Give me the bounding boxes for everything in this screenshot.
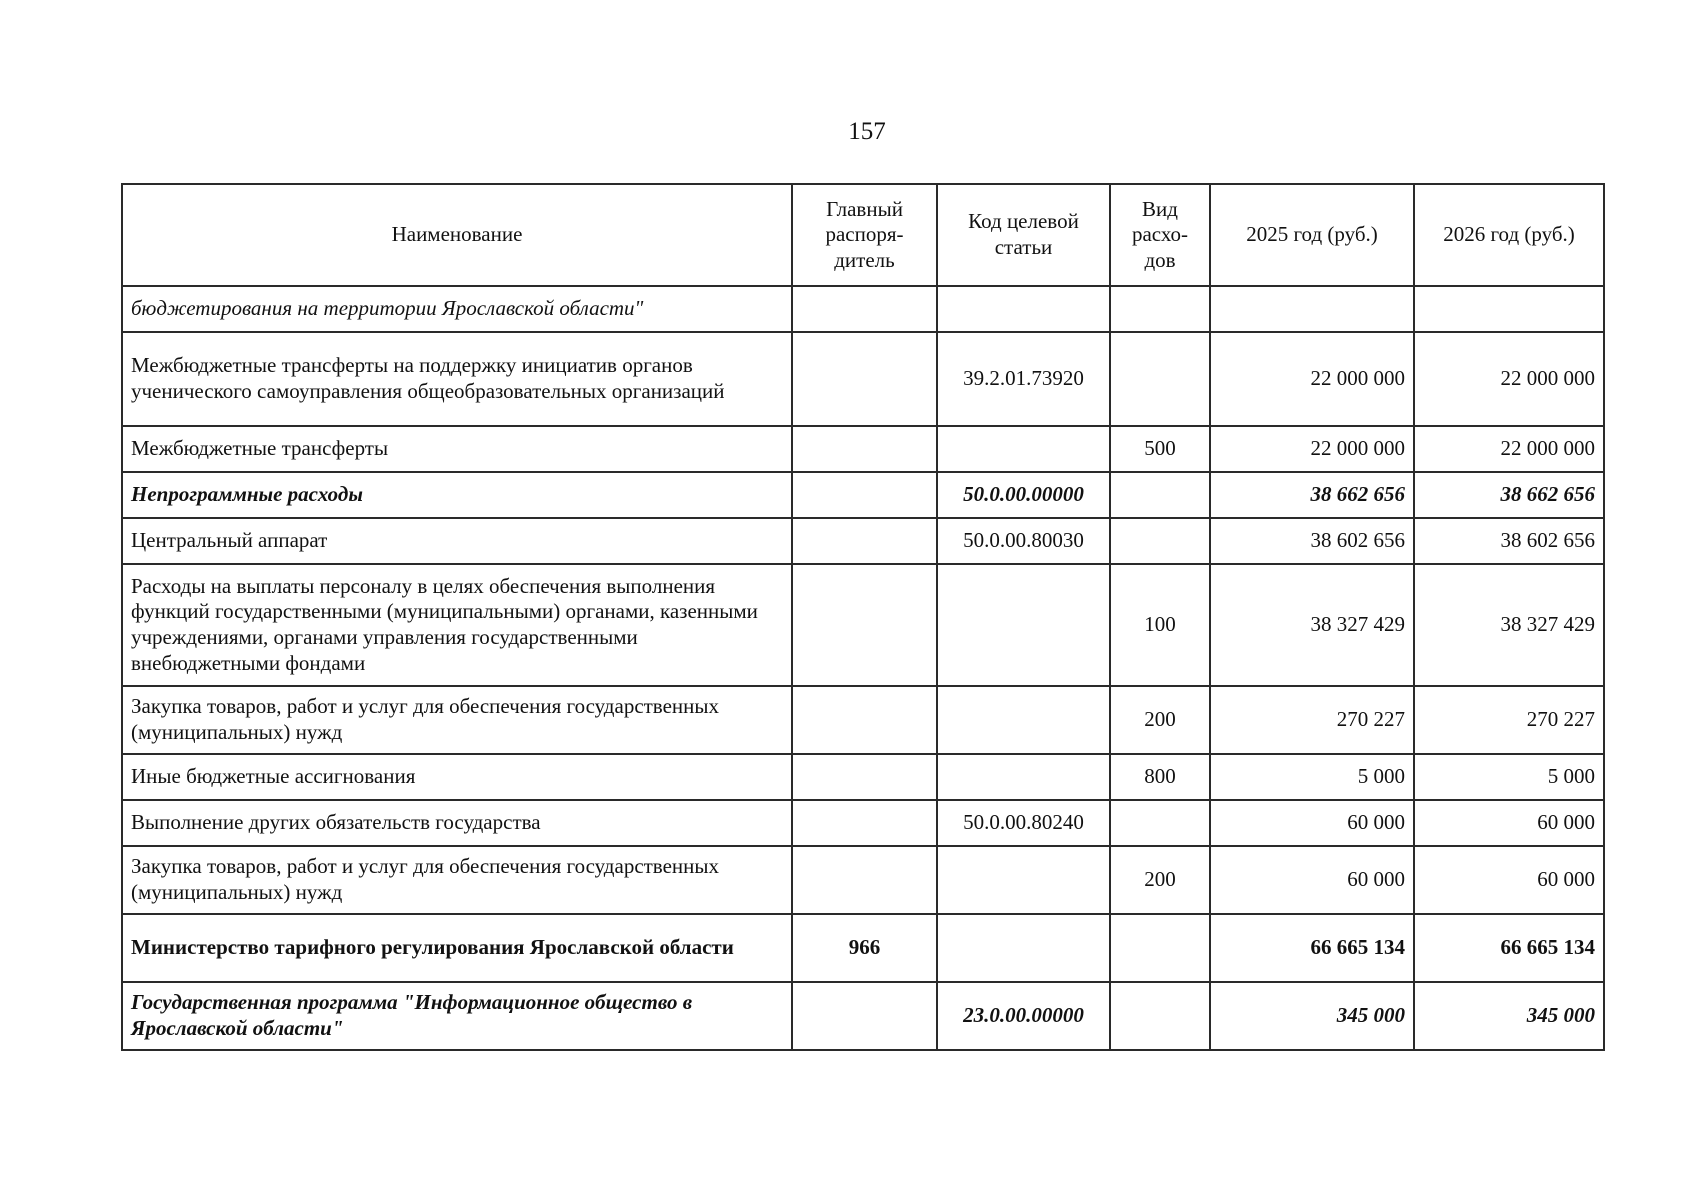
cell-chief-manager <box>792 426 937 472</box>
cell-expense-type <box>1110 472 1210 518</box>
cell-chief-manager <box>792 472 937 518</box>
cell-expense-type <box>1110 982 1210 1050</box>
cell-chief-manager <box>792 332 937 426</box>
cell-year-2026: 38 327 429 <box>1414 564 1604 686</box>
table-row <box>122 472 1604 518</box>
cell-expense-type: 200 <box>1110 846 1210 914</box>
cell-chief-manager <box>792 686 937 754</box>
cell-year-2026: 345 000 <box>1414 982 1604 1050</box>
cell-expense-type <box>1110 800 1210 846</box>
table-row <box>122 332 1604 426</box>
cell-target-code <box>937 426 1110 472</box>
cell-expense-type <box>1110 914 1210 982</box>
cell-year-2026: 270 227 <box>1414 686 1604 754</box>
cell-name: Закупка товаров, работ и услуг для обеспечения государственных (муниципальных) нужд <box>122 686 792 754</box>
cell-target-code <box>937 754 1110 800</box>
cell-year-2026: 60 000 <box>1414 846 1604 914</box>
cell-expense-type: 800 <box>1110 754 1210 800</box>
cell-name: Выполнение других обязательств государства <box>122 800 792 846</box>
cell-expense-type: 500 <box>1110 426 1210 472</box>
cell-name: Межбюджетные трансферты <box>122 426 792 472</box>
cell-year-2025: 38 602 656 <box>1210 518 1414 564</box>
cell-name: Межбюджетные трансферты на поддержку инициатив органов ученического самоуправления общеобразовательных организаций <box>122 332 792 426</box>
header-chief-manager: Главный распоря-дитель <box>792 184 937 286</box>
cell-name: Государственная программа "Информационное общество в Ярославской области" <box>122 982 792 1050</box>
cell-target-code: 23.0.00.00000 <box>937 982 1110 1050</box>
cell-name: Расходы на выплаты персоналу в целях обеспечения выполнения функций государственными (муниципальными) органами, казенными учреждениями, органами управления государственными внебюджетными фондами <box>122 564 792 686</box>
cell-name: Центральный аппарат <box>122 518 792 564</box>
cell-name: Министерство тарифного регулирования Ярославской области <box>122 914 792 982</box>
cell-chief-manager <box>792 564 937 686</box>
table-row <box>122 982 1604 1050</box>
cell-chief-manager <box>792 754 937 800</box>
cell-year-2025: 60 000 <box>1210 846 1414 914</box>
cell-chief-manager <box>792 800 937 846</box>
cell-target-code: 50.0.00.00000 <box>937 472 1110 518</box>
cell-year-2025: 22 000 000 <box>1210 426 1414 472</box>
cell-year-2025: 5 000 <box>1210 754 1414 800</box>
table-row <box>122 518 1604 564</box>
cell-chief-manager <box>792 846 937 914</box>
cell-name: бюджетирования на территории Ярославской области" <box>122 286 792 332</box>
cell-year-2026: 22 000 000 <box>1414 332 1604 426</box>
cell-chief-manager <box>792 518 937 564</box>
cell-expense-type: 100 <box>1110 564 1210 686</box>
cell-target-code <box>937 914 1110 982</box>
cell-year-2025 <box>1210 286 1414 332</box>
cell-expense-type: 200 <box>1110 686 1210 754</box>
cell-target-code <box>937 686 1110 754</box>
cell-chief-manager <box>792 982 937 1050</box>
cell-name: Закупка товаров, работ и услуг для обеспечения государственных (муниципальных) нужд <box>122 846 792 914</box>
header-row <box>122 184 1604 286</box>
cell-target-code <box>937 564 1110 686</box>
table-row <box>122 846 1604 914</box>
table-row <box>122 286 1604 332</box>
cell-year-2026: 5 000 <box>1414 754 1604 800</box>
cell-year-2025: 66 665 134 <box>1210 914 1414 982</box>
cell-expense-type <box>1110 332 1210 426</box>
header-expense-type: Вид расхо-дов <box>1110 184 1210 286</box>
page-number: 157 <box>848 118 886 145</box>
table-row <box>122 914 1604 982</box>
header-target-code: Код целевой статьи <box>937 184 1110 286</box>
cell-year-2025: 38 327 429 <box>1210 564 1414 686</box>
table-row <box>122 800 1604 846</box>
cell-year-2026 <box>1414 286 1604 332</box>
cell-year-2025: 270 227 <box>1210 686 1414 754</box>
cell-name: Непрограммные расходы <box>122 472 792 518</box>
table-row <box>122 426 1604 472</box>
cell-target-code: 50.0.00.80030 <box>937 518 1110 564</box>
cell-chief-manager: 966 <box>792 914 937 982</box>
cell-year-2026: 38 602 656 <box>1414 518 1604 564</box>
cell-year-2026: 60 000 <box>1414 800 1604 846</box>
cell-target-code <box>937 846 1110 914</box>
table-row <box>122 686 1604 754</box>
header-year-2026: 2026 год (руб.) <box>1414 184 1604 286</box>
cell-year-2025: 60 000 <box>1210 800 1414 846</box>
header-name: Наименование <box>122 184 792 286</box>
table-row <box>122 564 1604 686</box>
cell-year-2025: 38 662 656 <box>1210 472 1414 518</box>
budget-table <box>121 183 1605 1051</box>
cell-target-code: 50.0.00.80240 <box>937 800 1110 846</box>
cell-name: Иные бюджетные ассигнования <box>122 754 792 800</box>
cell-year-2026: 22 000 000 <box>1414 426 1604 472</box>
cell-year-2026: 38 662 656 <box>1414 472 1604 518</box>
cell-year-2025: 22 000 000 <box>1210 332 1414 426</box>
cell-expense-type <box>1110 286 1210 332</box>
cell-year-2026: 66 665 134 <box>1414 914 1604 982</box>
cell-year-2025: 345 000 <box>1210 982 1414 1050</box>
cell-target-code: 39.2.01.73920 <box>937 332 1110 426</box>
cell-chief-manager <box>792 286 937 332</box>
cell-expense-type <box>1110 518 1210 564</box>
table-row <box>122 754 1604 800</box>
header-year-2025: 2025 год (руб.) <box>1210 184 1414 286</box>
cell-target-code <box>937 286 1110 332</box>
